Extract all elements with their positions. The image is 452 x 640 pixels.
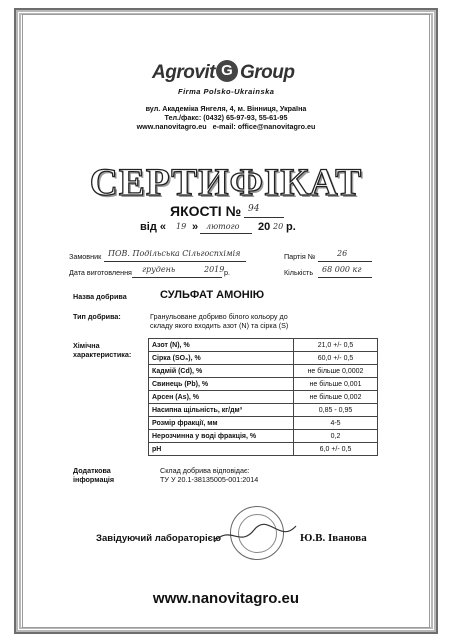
table-row: [149, 417, 378, 430]
property-value: 6,0 +/- 0,5: [294, 443, 378, 456]
product-name-value: СУЛЬФАТ АМОНІЮ: [160, 289, 265, 301]
logo-text-left: Agrovit: [152, 62, 215, 83]
made-date-label: Дата виготовлення: [69, 268, 132, 277]
firm-line: Firma Polsko-Ukrainska: [178, 87, 275, 96]
property-value: 0,2: [294, 430, 378, 443]
product-name-label: Назва добрива: [73, 292, 127, 301]
signature-role: Завідуючий лабораторією: [96, 533, 221, 544]
quantity-label: Кількість: [284, 268, 314, 277]
date-year-end: р.: [286, 221, 296, 233]
made-year: 2019: [204, 265, 225, 274]
certificate-number: 94: [248, 204, 260, 214]
property-name: Свинець (Pb), %: [149, 378, 294, 391]
table-row: [149, 352, 378, 365]
made-suffix: р.: [224, 268, 230, 277]
property-name: Насипна щільність, кг/дм³: [149, 404, 294, 417]
quantity-value: 68 000 кг: [322, 265, 362, 274]
product-type-label: Тип добрива:: [73, 312, 121, 321]
table-row: [149, 443, 378, 456]
date-month: лютого: [206, 222, 240, 231]
address-line: вул. Академіка Янгеля, 4, м. Вінниця, Україна: [145, 104, 307, 113]
property-name: pH: [149, 443, 294, 456]
property-name: Арсен (As), %: [149, 391, 294, 404]
table-row: [149, 378, 378, 391]
extra-line2: ТУ У 20.1-38135005-001:2014: [160, 475, 259, 484]
certificate-number-row: [170, 203, 310, 221]
company-logo: [152, 58, 302, 98]
web-email-line: www.nanovitagro.eu e-mail: office@nanovitagro.eu: [136, 122, 316, 131]
customer-value: ПОВ. Подільська Сільгоспхімія: [108, 249, 241, 258]
phone-line: Тел./факс: (0432) 65-97-93, 55-61-95: [164, 113, 288, 122]
property-name: Нерозчинна у воді фракція, %: [149, 430, 294, 443]
date-year-suffix: 20: [273, 222, 284, 231]
property-value: 0,85 - 0,95: [294, 404, 378, 417]
certificate-date-row: [140, 221, 330, 237]
table-row: [149, 391, 378, 404]
property-value: 4-5: [294, 417, 378, 430]
batch-value: 26: [337, 249, 348, 258]
date-mid: »: [192, 221, 199, 233]
certificate-title: СЕРТИФІКАТ: [89, 161, 363, 204]
property-value: не більше 0,001: [294, 378, 378, 391]
property-name: Сірка (SO₃), %: [149, 352, 294, 365]
property-name: Розмір фракції, мм: [149, 417, 294, 430]
table-row: [149, 430, 378, 443]
handwritten-signature: [210, 520, 300, 550]
product-type-line1: Гранульоване добриво білого кольору до: [150, 312, 288, 321]
footer-website: www.nanovitagro.eu: [152, 590, 300, 607]
property-name: Азот (N), %: [149, 339, 294, 352]
signature-name: Ю.В. Іванова: [300, 532, 367, 544]
certificate-subtitle: ЯКОСТІ №: [170, 203, 242, 219]
made-month: грудень: [142, 265, 176, 274]
property-value: не більше 0,002: [294, 391, 378, 404]
logo-text-right: Group: [240, 62, 295, 83]
date-year-prefix: 20: [258, 221, 271, 233]
customer-label: Замовник: [69, 252, 102, 261]
chem-label-line1: Хімічна: [73, 341, 100, 350]
chem-label-line2: характеристика:: [73, 350, 132, 359]
extra-line1: Склад добрива відповідає:: [160, 466, 250, 475]
table-row: [149, 365, 378, 378]
logo-mark-icon: G: [216, 60, 238, 82]
property-value: 60,0 +/- 0,5: [294, 352, 378, 365]
table-row: [149, 339, 378, 352]
table-row: [149, 404, 378, 417]
chemical-properties-table: [148, 338, 378, 456]
extra-label-line2: інформація: [73, 475, 115, 484]
batch-label: Партія №: [284, 252, 316, 261]
product-type-line2: складу якого входить азот (N) та сірка (S): [150, 321, 289, 330]
property-value: не більше 0,0002: [294, 365, 378, 378]
property-value: 21,0 +/- 0,5: [294, 339, 378, 352]
extra-label-line1: Додаткова: [73, 466, 111, 475]
date-prefix: від «: [140, 221, 166, 233]
property-name: Кадмій (Cd), %: [149, 365, 294, 378]
date-day: 19: [176, 222, 187, 231]
